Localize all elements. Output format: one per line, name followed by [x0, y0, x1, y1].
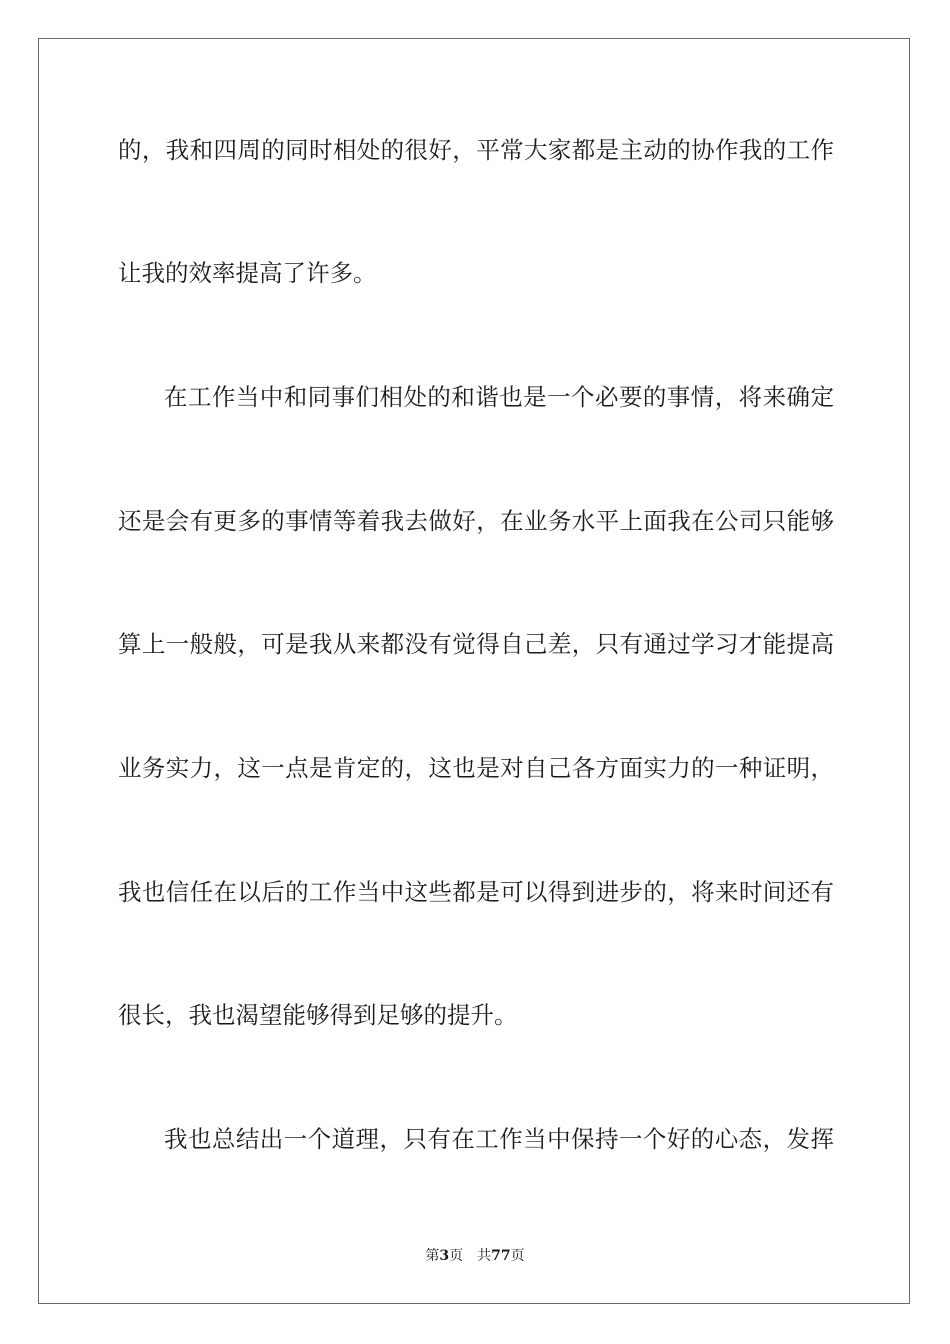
text-line-9: 我也总结出一个道理，只有在工作当中保持一个好的心态，发挥	[164, 1125, 834, 1153]
text-line-1: 的，我和四周的同时相处的很好，平常大家都是主动的协作我的工作	[118, 136, 834, 164]
text-line-4: 还是会有更多的事情等着我去做好，在业务水平上面我在公司只能够	[118, 507, 834, 535]
text-line-6: 业务实力，这一点是肯定的，这也是对自己各方面实力的一种证明，	[118, 754, 834, 782]
page-suffix: 页	[449, 1248, 464, 1264]
total-pages: 77	[491, 1248, 511, 1264]
text-line-5: 算上一般般，可是我从来都没有觉得自己差，只有通过学习才能提高	[118, 630, 834, 658]
text-line-7: 我也信任在以后的工作当中这些都是可以得到进步的，将来时间还有	[118, 878, 834, 906]
page-border	[38, 38, 910, 1304]
text-line-3: 在工作当中和同事们相处的和谐也是一个必要的事情，将来确定	[164, 383, 834, 411]
page-number: 3	[439, 1248, 450, 1264]
text-line-8: 很长，我也渴望能够得到足够的提升。	[118, 1001, 518, 1029]
page-footer	[0, 1246, 950, 1266]
total-prefix: 共	[477, 1248, 492, 1264]
page-prefix: 第	[425, 1248, 440, 1264]
text-line-2: 让我的效率提高了许多。	[118, 259, 377, 287]
total-suffix: 页	[510, 1248, 525, 1264]
